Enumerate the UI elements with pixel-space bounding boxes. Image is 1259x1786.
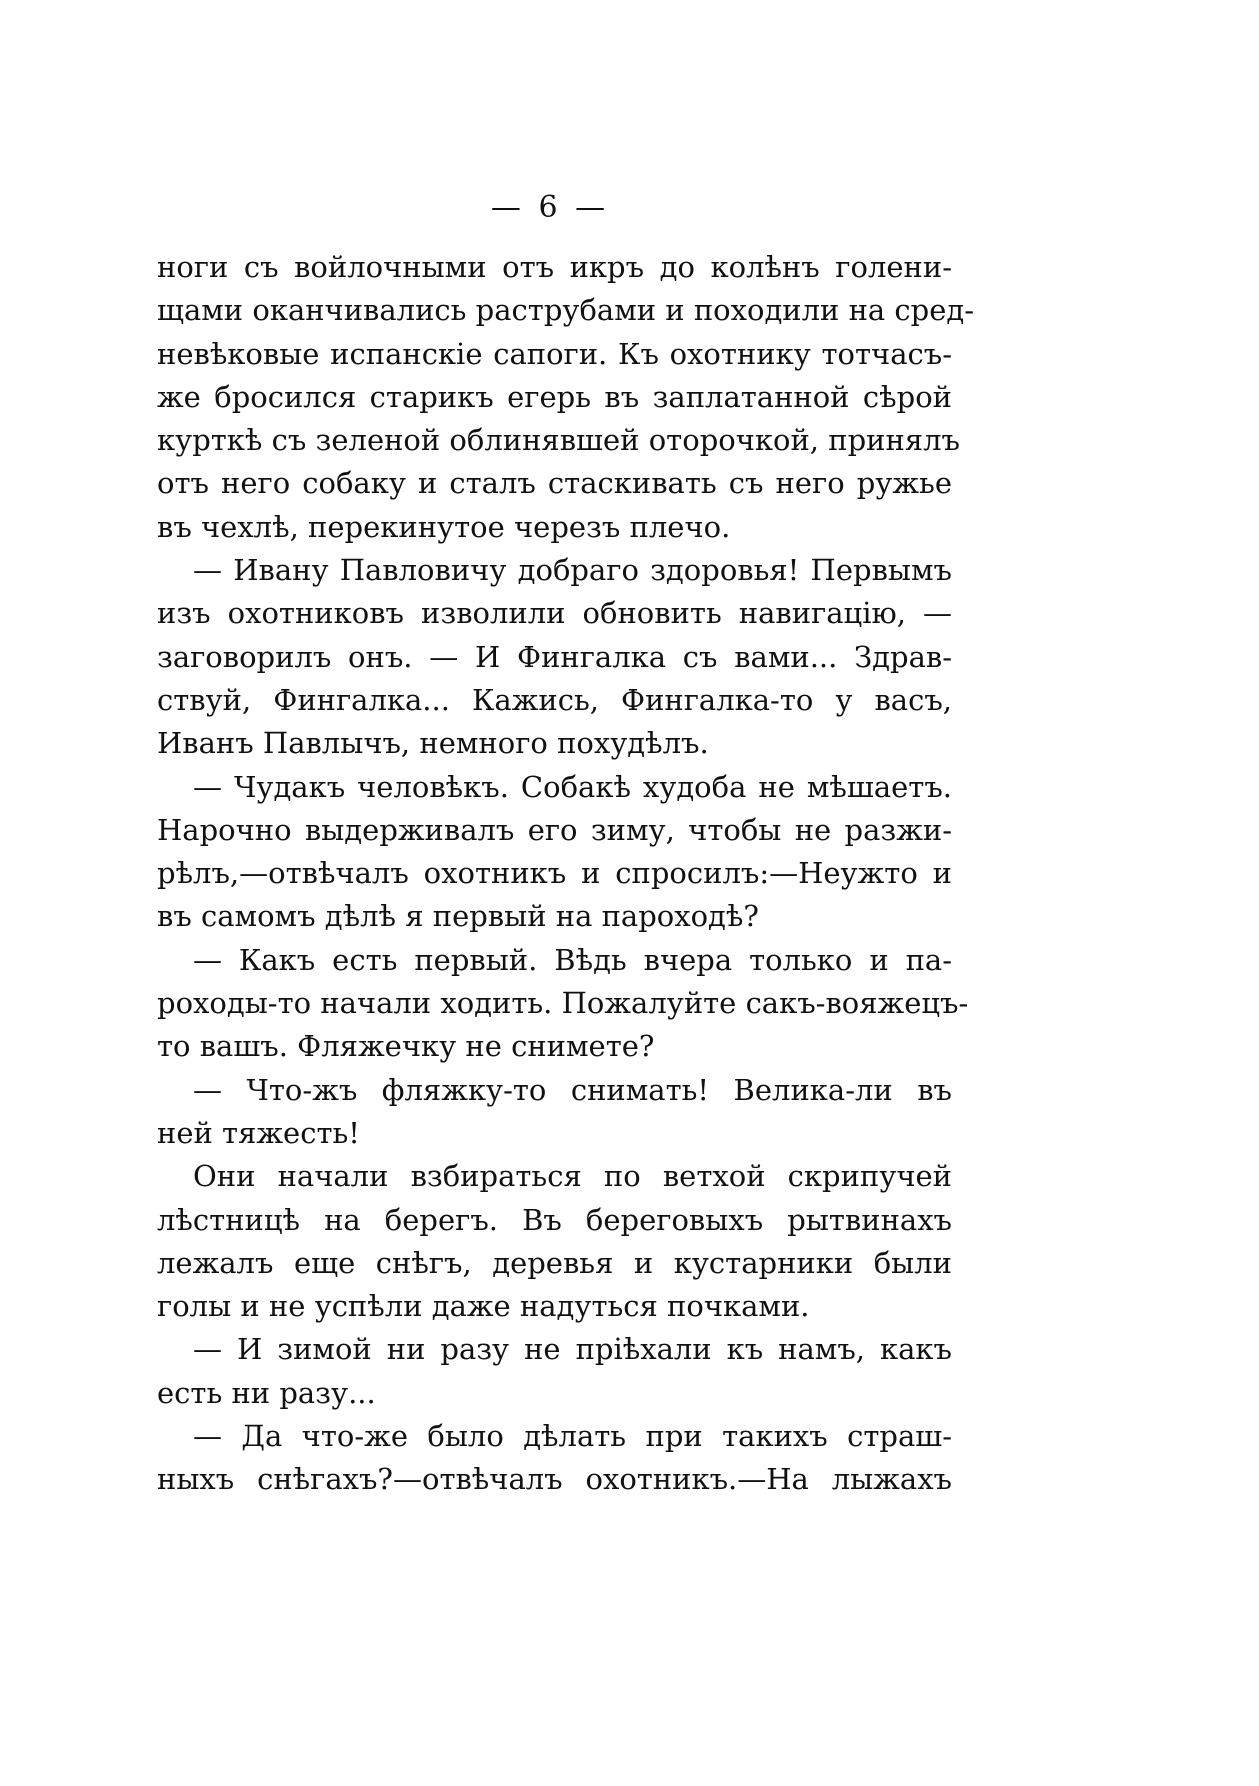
text-line: заговорилъ онъ. — И Фингалка съ вами... Здрав-	[157, 639, 952, 674]
paragraph	[157, 1328, 952, 1415]
paragraph	[157, 1415, 952, 1502]
paragraph	[157, 939, 969, 1069]
text-line: — Ивану Павловичу добраго здоровья! Первымъ	[193, 553, 952, 588]
text-line: голы и не успѣли даже надуться почками.	[157, 1289, 810, 1324]
text-line: въ самомъ дѣлѣ я первый на пароходѣ?	[157, 899, 759, 934]
text-line: — И зимой ни разу не пріѣхали къ намъ, какъ	[193, 1332, 952, 1367]
text-line: ныхъ снѣгахъ?—отвѣчалъ охотникъ.—На лыжахъ	[157, 1462, 952, 1497]
text-line: лежалъ еще снѣгъ, деревья и кустарники были	[157, 1245, 952, 1280]
text-line: же бросился старикъ егерь въ заплатанной сѣрой	[157, 379, 952, 414]
page-number: — 6 —	[490, 190, 610, 225]
text-line: есть ни разу...	[157, 1375, 376, 1410]
text-line: лѣстницѣ на берегъ. Въ береговыхъ рытвинахъ	[157, 1202, 952, 1237]
text-line: роходы-то начали ходить. Пожалуйте сакъ-вояжецъ-	[157, 986, 969, 1021]
body-text	[157, 246, 975, 1502]
text-line: щами оканчивались раструбами и походили на сред-	[157, 293, 975, 328]
text-line: то вашъ. Фляжечку не снимете?	[157, 1029, 655, 1064]
text-line: курткѣ съ зеленой облинявшей оторочкой, принялъ	[157, 423, 960, 458]
text-line: невѣковые испанскіе сапоги. Къ охотнику тотчасъ-	[157, 336, 952, 371]
text-line: — Что-жъ фляжку-то снимать! Велика-ли въ	[193, 1072, 952, 1107]
text-line: — Какъ есть первый. Вѣдь вчера только и па-	[193, 942, 952, 977]
text-line: ноги съ войлочными отъ икръ до колѣнъ голени-	[157, 250, 952, 284]
text-line: въ чехлѣ, перекинутое черезъ плечо.	[157, 509, 731, 544]
text-line: — Да что-же было дѣлать при такихъ страш-	[193, 1419, 952, 1454]
text-line: Нарочно выдерживалъ его зиму, чтобы не разжи-	[157, 812, 952, 847]
text-line: Иванъ Павлычъ, немного похудѣлъ.	[157, 726, 709, 761]
paragraph	[157, 1069, 952, 1156]
text-line: рѣлъ,—отвѣчалъ охотникъ и спросилъ:—Неужто и	[157, 856, 952, 891]
paragraph	[157, 1155, 952, 1328]
paragraph	[157, 549, 952, 765]
text-line: ствуй, Фингалка... Кажись, Фингалка-то у васъ,	[157, 682, 952, 717]
text-line: изъ охотниковъ изволили обновить навигацію, —	[157, 596, 952, 631]
paragraph	[157, 766, 952, 939]
text-line: — Чудакъ человѣкъ. Собакѣ худоба не мѣшаетъ.	[193, 769, 952, 804]
text-line: ней тяжесть!	[157, 1115, 360, 1150]
text-line: Они начали взбираться по ветхой скрипучей	[193, 1159, 952, 1194]
text-line: отъ него собаку и сталъ стаскивать съ него ружье	[157, 466, 952, 501]
paragraph	[157, 246, 975, 549]
